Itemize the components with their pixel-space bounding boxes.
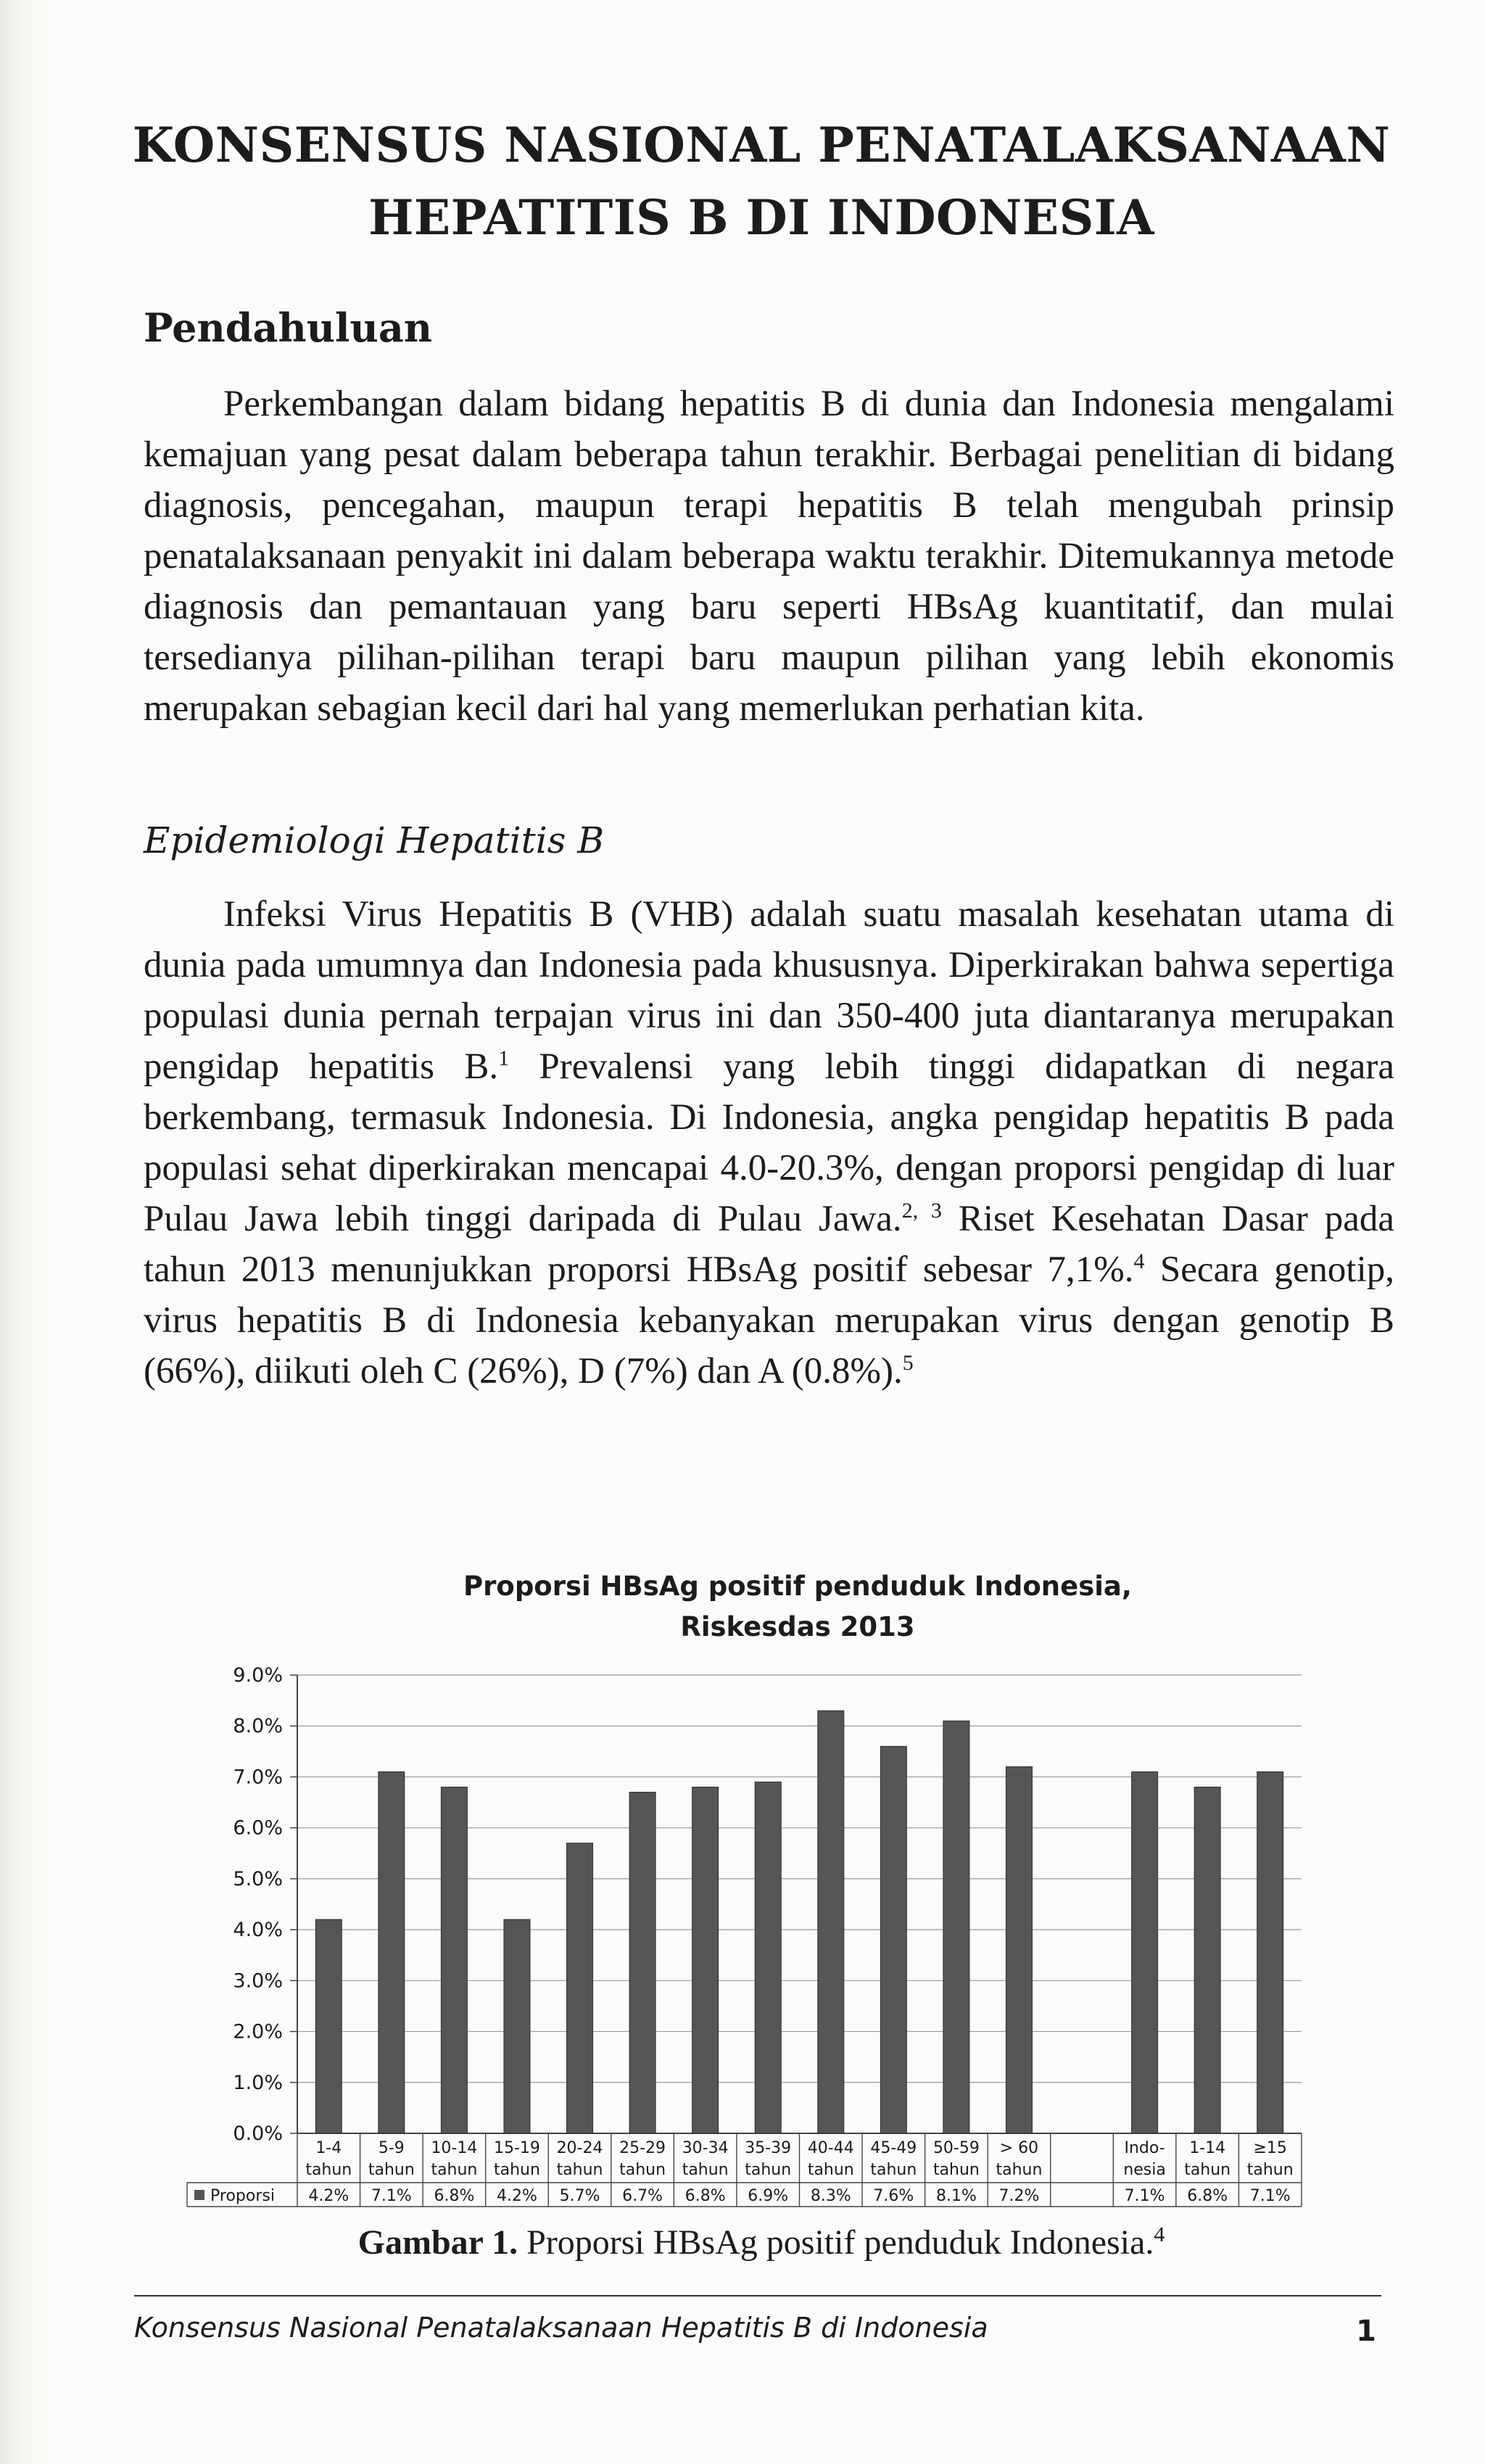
category-label: tahun — [1246, 2161, 1294, 2179]
category-label: tahun — [556, 2161, 603, 2179]
bar — [1006, 1766, 1032, 2133]
epidemiology-text-3: Riset Kesehatan Dasar pada tahun 2013 menunjukkan proporsi HBsAg positif sebesar 7,1%. — [144, 1199, 1395, 1290]
bar — [567, 1843, 593, 2133]
page-number: 1 — [1356, 2315, 1376, 2348]
data-label: 7.1% — [371, 2187, 412, 2205]
category-label: 35-39 — [745, 2139, 792, 2157]
epidemiology-text-4: Secara genotip, virus hepatitis B di Indonesia kebanyakan merupakan virus dengan genotip B (66%), diikuti oleh C (26%), D (7%) dan A (0.8%). — [144, 1249, 1394, 1392]
y-tick-label: 1.0% — [233, 2071, 283, 2094]
y-tick-label: 2.0% — [233, 2020, 283, 2043]
category-label: tahun — [431, 2161, 478, 2179]
data-label: 6.8% — [1187, 2187, 1228, 2205]
y-tick-label: 6.0% — [233, 1816, 283, 1840]
citation-ref-5: 5 — [902, 1351, 914, 1375]
category-label: 25-29 — [619, 2139, 666, 2157]
bar — [629, 1793, 655, 2133]
data-label: 7.1% — [1249, 2187, 1291, 2205]
chart-data-table — [187, 2133, 1302, 2207]
category-label: tahun — [932, 2161, 980, 2179]
figure-caption-ref: 4 — [1154, 2223, 1165, 2246]
chart-title-line-2: Riskesdas 2013 — [680, 1611, 915, 1642]
footer-rule — [134, 2295, 1381, 2296]
category-label: tahun — [1184, 2161, 1231, 2179]
y-tick-label: 8.0% — [233, 1715, 283, 1738]
data-label: 6.9% — [748, 2187, 789, 2205]
category-label: tahun — [305, 2161, 352, 2179]
category-label: 5-9 — [378, 2139, 405, 2157]
y-tick-label: 0.0% — [233, 2122, 283, 2145]
category-label: 15-19 — [494, 2139, 540, 2157]
citation-ref-2-3: 2, 3 — [901, 1199, 942, 1223]
data-label: 8.3% — [810, 2187, 851, 2205]
category-label: > 60 — [999, 2139, 1039, 2157]
y-tick-label: 4.0% — [233, 1919, 283, 1942]
bar — [504, 1919, 530, 2133]
data-label: 6.8% — [684, 2187, 726, 2205]
data-label: 4.2% — [308, 2187, 349, 2205]
document-title: KONSENSUS NASIONAL PENATALAKSANAAN HEPATITIS B DI INDONESIA — [132, 117, 1391, 246]
figure-caption-label: Gambar 1. — [357, 2223, 518, 2262]
chart-title-line-1: Proporsi HBsAg positif penduduk Indonesia, — [463, 1571, 1132, 1602]
category-label: tahun — [619, 2161, 666, 2179]
bar — [1194, 1787, 1220, 2133]
epidemiology-text-2: Prevalensi yang lebih tinggi didapatkan di negara berkembang, termasuk Indonesia. Di Indonesia, angka pengidap hepatitis B pada populasi sehat diperkirakan mencapai 4.0-20.3%, dengan proporsi pengidap di luar Pulau Jawa lebih tinggi daripada di Pulau Jawa. — [144, 1046, 1394, 1239]
figure-caption-text: Proporsi HBsAg positif penduduk Indonesia. — [518, 2223, 1154, 2262]
category-label: 50-59 — [932, 2139, 980, 2157]
category-label: 10-14 — [431, 2139, 478, 2157]
epidemiology-text-1: Infeksi Virus Hepatitis B (VHB) adalah suatu masalah kesehatan utama di dunia pada umumnya dan Indonesia pada khususnya. Diperkirakan bahwa sepertiga populasi dunia pernah terpajan virus ini dan 350-400 juta diantaranya merupakan pengidap hepatitis B. — [144, 894, 1394, 1087]
category-label: tahun — [494, 2161, 540, 2179]
category-label: 1-14 — [1189, 2139, 1226, 2157]
category-label: tahun — [996, 2161, 1043, 2179]
bar — [692, 1787, 719, 2133]
bar — [943, 1721, 969, 2133]
y-tick-label: 5.0% — [233, 1867, 283, 1890]
y-tick-label: 7.0% — [233, 1766, 283, 1789]
bar — [880, 1746, 906, 2133]
data-label: 4.2% — [497, 2187, 537, 2205]
data-label: 7.2% — [998, 2187, 1040, 2205]
legend-swatch — [194, 2190, 204, 2200]
citation-ref-4: 4 — [1133, 1249, 1145, 1273]
category-label: Indo- — [1124, 2139, 1165, 2157]
category-label: 30-34 — [682, 2139, 729, 2157]
bar — [1132, 1771, 1158, 2133]
paragraph-introduction: Perkembangan dalam bidang hepatitis B di dunia dan Indonesia mengalami kemajuan yang pesat dalam beberapa tahun terakhir. Berbagai penelitian di bidang diagnosis, pencegahan, maupun terapi hepatitis B telah mengubah prinsip penatalaksanaan penyakit ini dalam beberapa waktu terakhir. Ditemukannya metode diagnosis dan pemantauan yang baru seperti HBsAg kuantitatif, dan mulai tersedianya pilihan-pilihan terapi baru maupun pilihan yang lebih ekonomis merupakan sebagian kecil dari hal yang memerlukan perhatian kita. — [144, 384, 1394, 729]
bar — [315, 1919, 342, 2133]
bar — [441, 1787, 467, 2133]
y-tick-label: 3.0% — [233, 1969, 283, 1993]
data-label: 6.8% — [434, 2187, 475, 2205]
bar — [755, 1782, 781, 2133]
citation-ref-1: 1 — [498, 1046, 510, 1070]
category-label: tahun — [745, 2161, 792, 2179]
data-label: 8.1% — [935, 2187, 977, 2205]
y-tick-label: 9.0% — [233, 1664, 283, 1687]
legend-label: Proporsi — [210, 2187, 275, 2205]
category-label: ≥15 — [1253, 2139, 1287, 2157]
category-label: tahun — [870, 2161, 917, 2179]
chart-bars — [315, 1711, 1283, 2133]
bar — [379, 1771, 405, 2133]
category-label: 40-44 — [807, 2139, 854, 2157]
bar — [818, 1711, 844, 2133]
category-label: tahun — [682, 2161, 729, 2179]
bar — [1257, 1771, 1283, 2133]
category-label: 45-49 — [870, 2139, 917, 2157]
category-label: 1-4 — [315, 2139, 342, 2157]
section-heading-pendahuluan: Pendahuluan — [144, 305, 433, 351]
data-label: 7.1% — [1124, 2187, 1165, 2205]
category-label: 20-24 — [556, 2139, 603, 2157]
category-label: tahun — [368, 2161, 415, 2179]
category-label: tahun — [807, 2161, 854, 2179]
data-label: 6.7% — [622, 2187, 663, 2205]
subsection-heading-epidemiology: Epidemiologi Hepatitis B — [144, 819, 605, 861]
running-footer: Konsensus Nasional Penatalaksanaan Hepatitis B di Indonesia — [134, 2312, 988, 2344]
figure-caption — [145, 2223, 1378, 2262]
category-label: nesia — [1123, 2161, 1166, 2179]
chart-axes — [233, 1664, 297, 2145]
data-label: 7.6% — [873, 2187, 914, 2205]
data-label: 5.7% — [559, 2187, 600, 2205]
